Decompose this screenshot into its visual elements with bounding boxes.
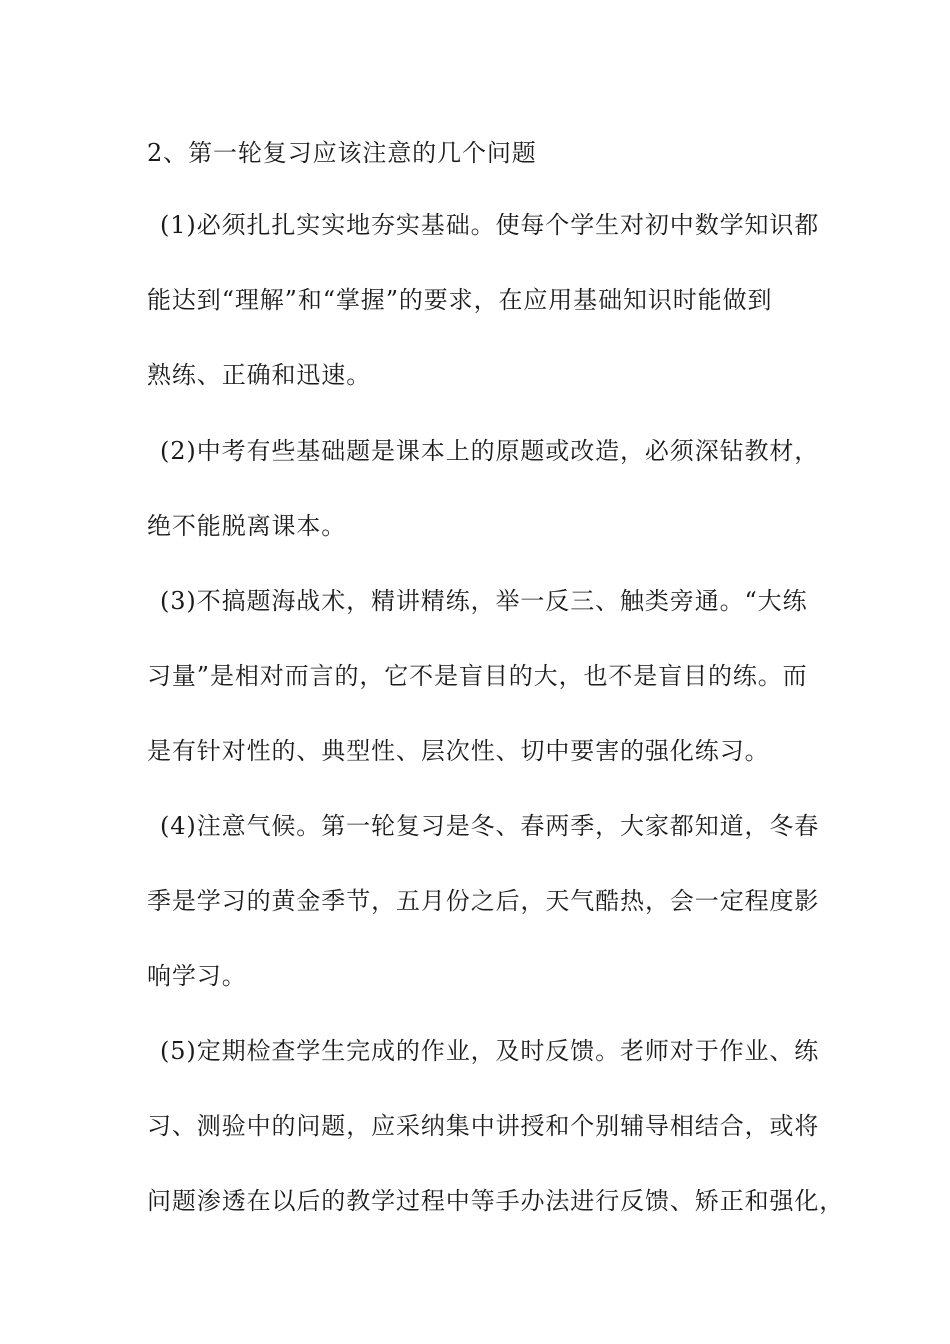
paragraph-5-line-2: 习、测验中的问题，应采纳集中讲授和个别辅导相结合，或将	[147, 1112, 820, 1140]
paragraph-4-line-1: (4)注意气候。第一轮复习是冬、春两季，大家都知道，冬春	[160, 812, 820, 840]
paragraph-1-line-3: 熟练、正确和迅速。	[147, 361, 372, 389]
paragraph-2-line-1: (2)中考有些基础题是课本上的原题或改造，必须深钻教材，	[160, 437, 820, 465]
paragraph-3-line-2: 习量”是相对而言的，它不是盲目的大，也不是盲目的练。而	[147, 662, 808, 690]
paragraph-3-line-1: (3)不搞题海战术，精讲精练，举一反三、触类旁通。“大练	[160, 587, 808, 615]
paragraph-3-line-3: 是有针对性的、典型性、层次性、切中要害的强化练习。	[147, 737, 770, 765]
paragraph-4-line-3: 响学习。	[147, 962, 247, 990]
paragraph-4-line-2: 季是学习的黄金季节，五月份之后，天气酷热，会一定程度影	[147, 887, 820, 915]
paragraph-2-line-2: 绝不能脱离课本。	[147, 512, 347, 540]
section-heading: 2、第一轮复习应该注意的几个问题	[147, 139, 537, 167]
paragraph-1-line-1: (1)必须扎扎实实地夯实基础。使每个学生对初中数学知识都	[160, 211, 820, 239]
paragraph-5-line-3: 问题渗透在以后的教学过程中等手办法进行反馈、矫正和强化，	[147, 1187, 845, 1215]
paragraph-1-line-2: 能达到“理解”和“掌握”的要求，在应用基础知识时能做到	[147, 286, 773, 314]
paragraph-5-line-1: (5)定期检查学生完成的作业，及时反馈。老师对于作业、练	[160, 1037, 820, 1065]
